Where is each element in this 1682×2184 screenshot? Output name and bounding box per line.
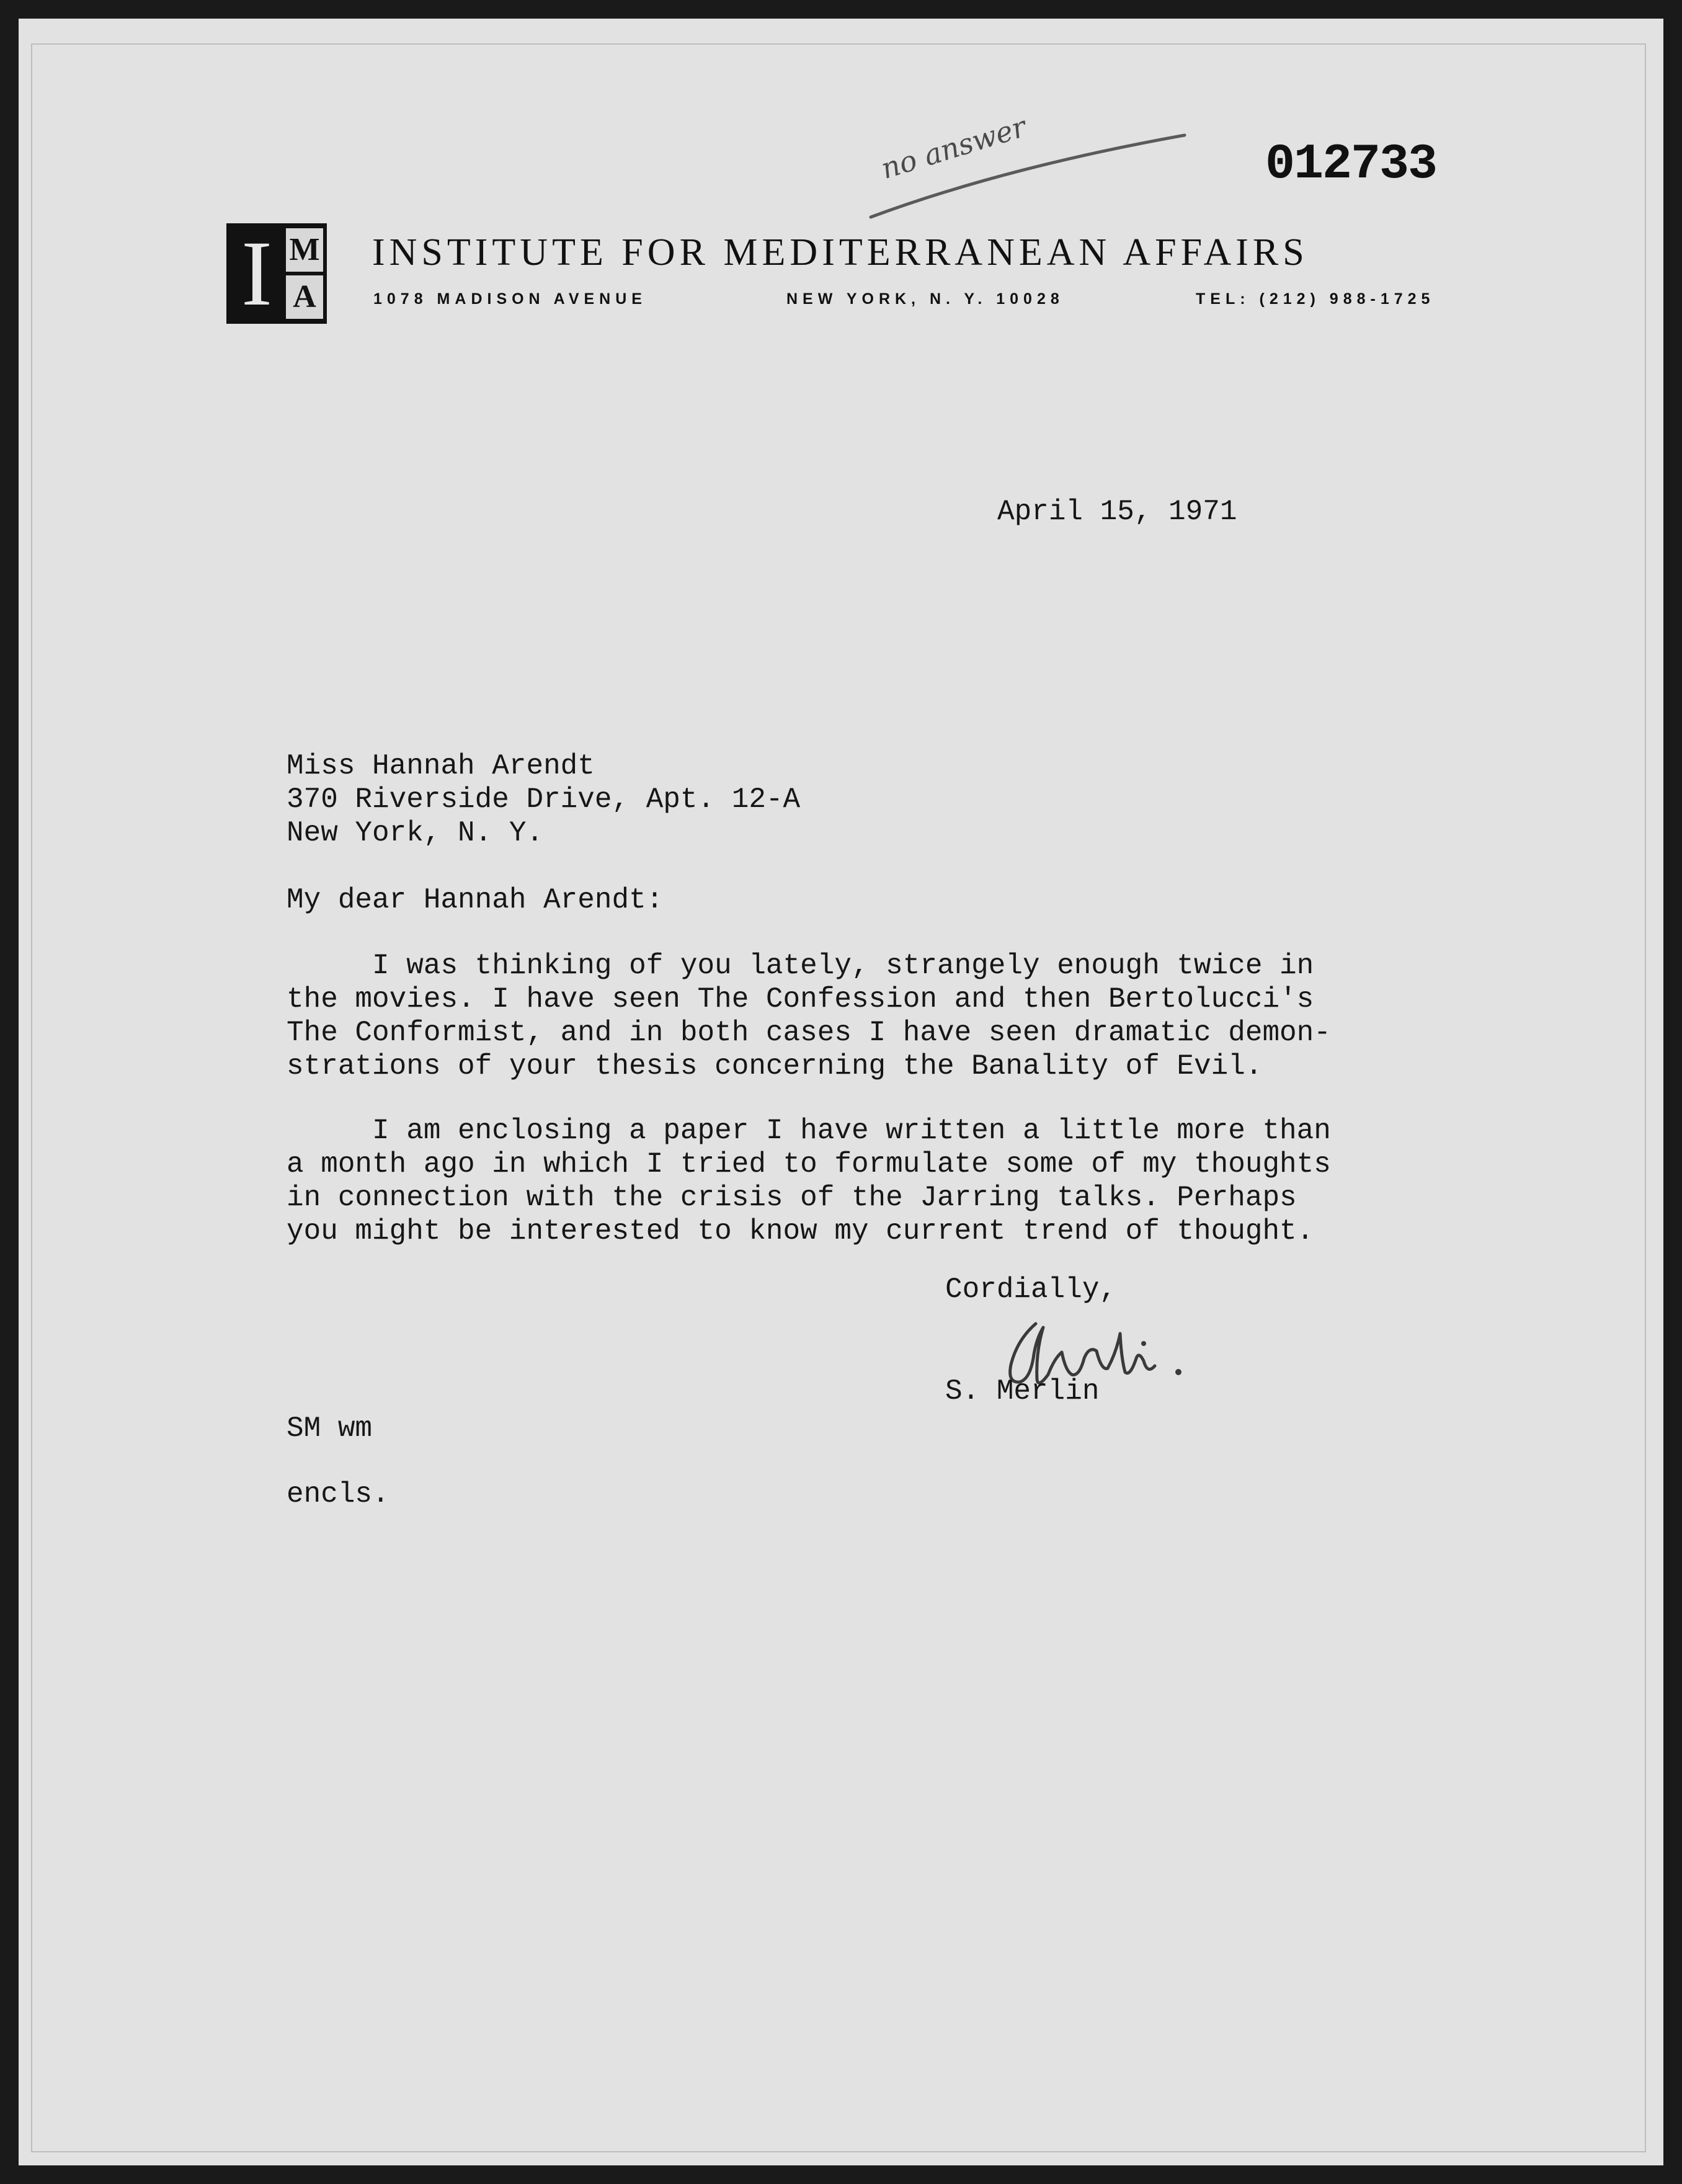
document-number: 012733 [1265,136,1437,193]
logo-letter-m: M [286,228,323,272]
letter-date: April 15, 1971 [997,496,1237,528]
recipient-city: New York, N. Y. [287,817,544,849]
closing: Cordially, [945,1273,1117,1306]
organization-street: 1078 MADISON AVENUE [373,290,647,308]
body-line: I was thinking of you lately, strangely enough twice in [287,950,1314,982]
body-line: strations of your thesis concerning the Banality of Evil. [287,1050,1263,1082]
ima-logo [226,223,327,324]
handwritten-note: no answer [877,109,1030,185]
logo-letter-a: A [286,275,323,319]
organization-telephone: TEL: (212) 988-1725 [1196,290,1435,308]
salutation: My dear Hannah Arendt: [287,884,664,916]
body-line: I am enclosing a paper I have written a little more than [287,1115,1331,1147]
body-line: The Conformist, and in both cases I have seen dramatic demon- [287,1017,1331,1049]
body-line: you might be interested to know my current trend of thought. [287,1215,1314,1247]
organization-name: INSTITUTE FOR MEDITERRANEAN AFFAIRS [372,231,1309,274]
logo-letter-i: I [241,222,272,325]
sheet-edge [31,43,1646,2152]
organization-city: NEW YORK, N. Y. 10028 [786,290,1064,308]
letter-page [19,19,1663,2165]
typist-initials: SM wm [287,1412,373,1445]
signer-name: S. Merlin [945,1375,1100,1407]
body-line: in connection with the crisis of the Jarring talks. Perhaps [287,1182,1297,1214]
body-line: the movies. I have seen The Confession and then Bertolucci's [287,983,1314,1015]
body-line: a month ago in which I tried to formulate some of my thoughts [287,1148,1331,1180]
enclosure-note: encls. [287,1478,389,1510]
recipient-street: 370 Riverside Drive, Apt. 12-A [287,783,801,816]
pen-stroke [868,124,1191,223]
recipient-name: Miss Hannah Arendt [287,750,595,782]
